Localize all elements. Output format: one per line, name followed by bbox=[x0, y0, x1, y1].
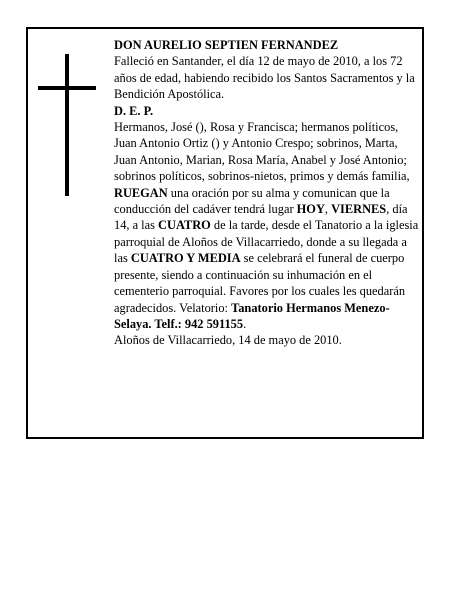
ruegan-text: RUEGAN bbox=[114, 185, 168, 200]
request-text-1: una oración por su alma y comunican que la conducción del cadáver tendrá lugar bbox=[114, 185, 390, 217]
viernes-text: VIERNES bbox=[331, 202, 387, 217]
family-list: Hermanos, José (), Rosa y Francisca; hermanos políticos, Juan Antonio Ortiz () y Antonio Crespo; sobrinos, Marta, Juan Antonio, Marian, Rosa María, Anabel y José Antonio; sobrinos políticos, sobrinos-nietos, primos y demás familia, bbox=[114, 120, 410, 184]
deceased-name: DON AURELIO SEPTIEN FERNANDEZ bbox=[114, 38, 339, 52]
request-text-5: se celebrará el funeral de cuerpo presente, siendo a continuación su inhumación en el cementerio parroquial. Favores por los cuales les quedarán agradecidos. Velatorio: bbox=[114, 251, 406, 315]
cuatro-text: CUATRO bbox=[158, 218, 211, 233]
hoy-text: HOY bbox=[296, 202, 325, 217]
obituary-text bbox=[114, 37, 422, 349]
request-text-4: de la tarde, desde el Tanatorio a la iglesia parroquial de Aloños de Villacarriedo, donde a su llegada a las bbox=[114, 218, 419, 266]
dep-line: D. E. P. bbox=[114, 103, 154, 118]
cuatro-y-media-text: CUATRO Y MEDIA bbox=[130, 251, 241, 266]
request-text-3: , día 14, a las bbox=[114, 202, 408, 233]
funeral-request bbox=[114, 185, 422, 333]
request-text-6: . bbox=[243, 316, 247, 331]
request-text-2: , bbox=[324, 202, 332, 217]
cross-icon bbox=[38, 54, 96, 196]
cross-horizontal-bar bbox=[38, 86, 96, 90]
place-date: Aloños de Villacarriedo, 14 de mayo de 2010. bbox=[114, 333, 342, 348]
cross-vertical-bar bbox=[65, 54, 69, 196]
tanatorio-text: Tanatorio Hermanos Menezo-Selaya. Telf.: 942 591155 bbox=[114, 300, 390, 331]
death-notice: Falleció en Santander, el día 12 de mayo de 2010, a los 72 años de edad, habiendo recibido los Santos Sacramentos y la Bendición Apostólica. bbox=[114, 54, 415, 102]
